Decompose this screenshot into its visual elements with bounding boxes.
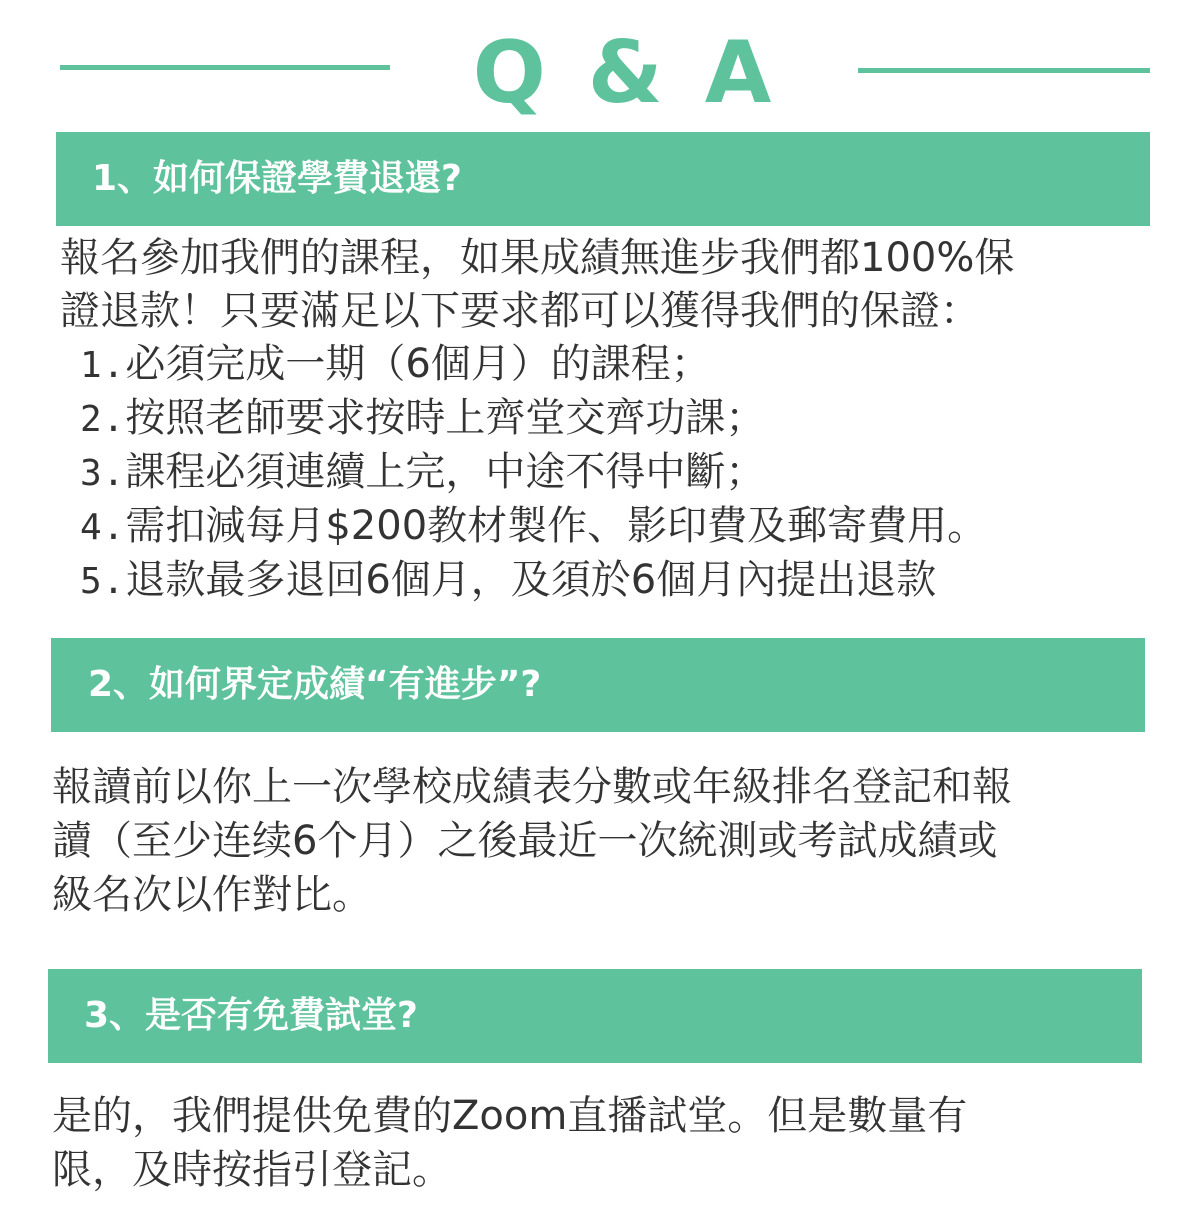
list-item-text: 課程必須連續上完，中途不得中斷；	[125, 449, 766, 495]
faq-answer-2	[52, 760, 1162, 922]
faq-answer-1	[60, 232, 1170, 608]
list-item-text: 按照老師要求按時上齊堂交齊功課；	[125, 395, 766, 441]
faq-answer-2-line: 級名次以作對比。	[52, 872, 372, 918]
faq-question-2-bar	[51, 638, 1145, 732]
faq-answer-3	[52, 1089, 1162, 1197]
list-item	[60, 554, 1170, 608]
title-row	[0, 20, 1200, 130]
faq-question-3: 3、是否有免費試堂?	[84, 995, 418, 1036]
faq-answer-1-line: 報名參加我們的課程，如果成績無進步我們都100%保	[60, 235, 1015, 281]
list-item-number: 5.	[80, 561, 126, 602]
page-title: Q & A	[472, 23, 778, 123]
faq-answer-1-line: 證退款！只要滿足以下要求都可以獲得我們的保證：	[60, 288, 980, 334]
list-item	[60, 500, 1170, 554]
list-item-text: 退款最多退回6個月，及須於6個月內提出退款	[125, 557, 937, 603]
list-item-number: 2.	[80, 399, 126, 440]
list-item-number: 1.	[80, 345, 126, 386]
list-item	[60, 446, 1170, 500]
faq-question-2: 2、如何界定成績“有進步”?	[88, 664, 542, 705]
faq-question-1: 1、如何保證學費退還?	[92, 158, 462, 199]
faq-question-3-bar	[48, 969, 1142, 1063]
faq-answer-2-line: 讀（至少连续6个月）之後最近一次統測或考試成績或	[52, 818, 998, 864]
list-item-text: 需扣減每月$200教材製作、影印費及郵寄費用。	[125, 503, 988, 549]
faq-question-1-bar	[56, 132, 1150, 226]
faq-answer-3-line: 限，及時按指引登記。	[52, 1147, 452, 1193]
faq-answer-2-line: 報讀前以你上一次學校成績表分數或年級排名登記和報	[52, 764, 1012, 810]
list-item-number: 4.	[80, 507, 126, 548]
refund-conditions-list	[60, 338, 1170, 608]
list-item	[60, 392, 1170, 446]
list-item	[60, 338, 1170, 392]
title-divider-right	[858, 68, 1150, 73]
list-item-number: 3.	[80, 453, 126, 494]
faq-answer-3-line: 是的，我們提供免費的Zoom直播試堂。但是數量有	[52, 1093, 968, 1139]
list-item-text: 必須完成一期（6個月）的課程；	[125, 341, 711, 387]
title-divider-left	[60, 65, 390, 70]
